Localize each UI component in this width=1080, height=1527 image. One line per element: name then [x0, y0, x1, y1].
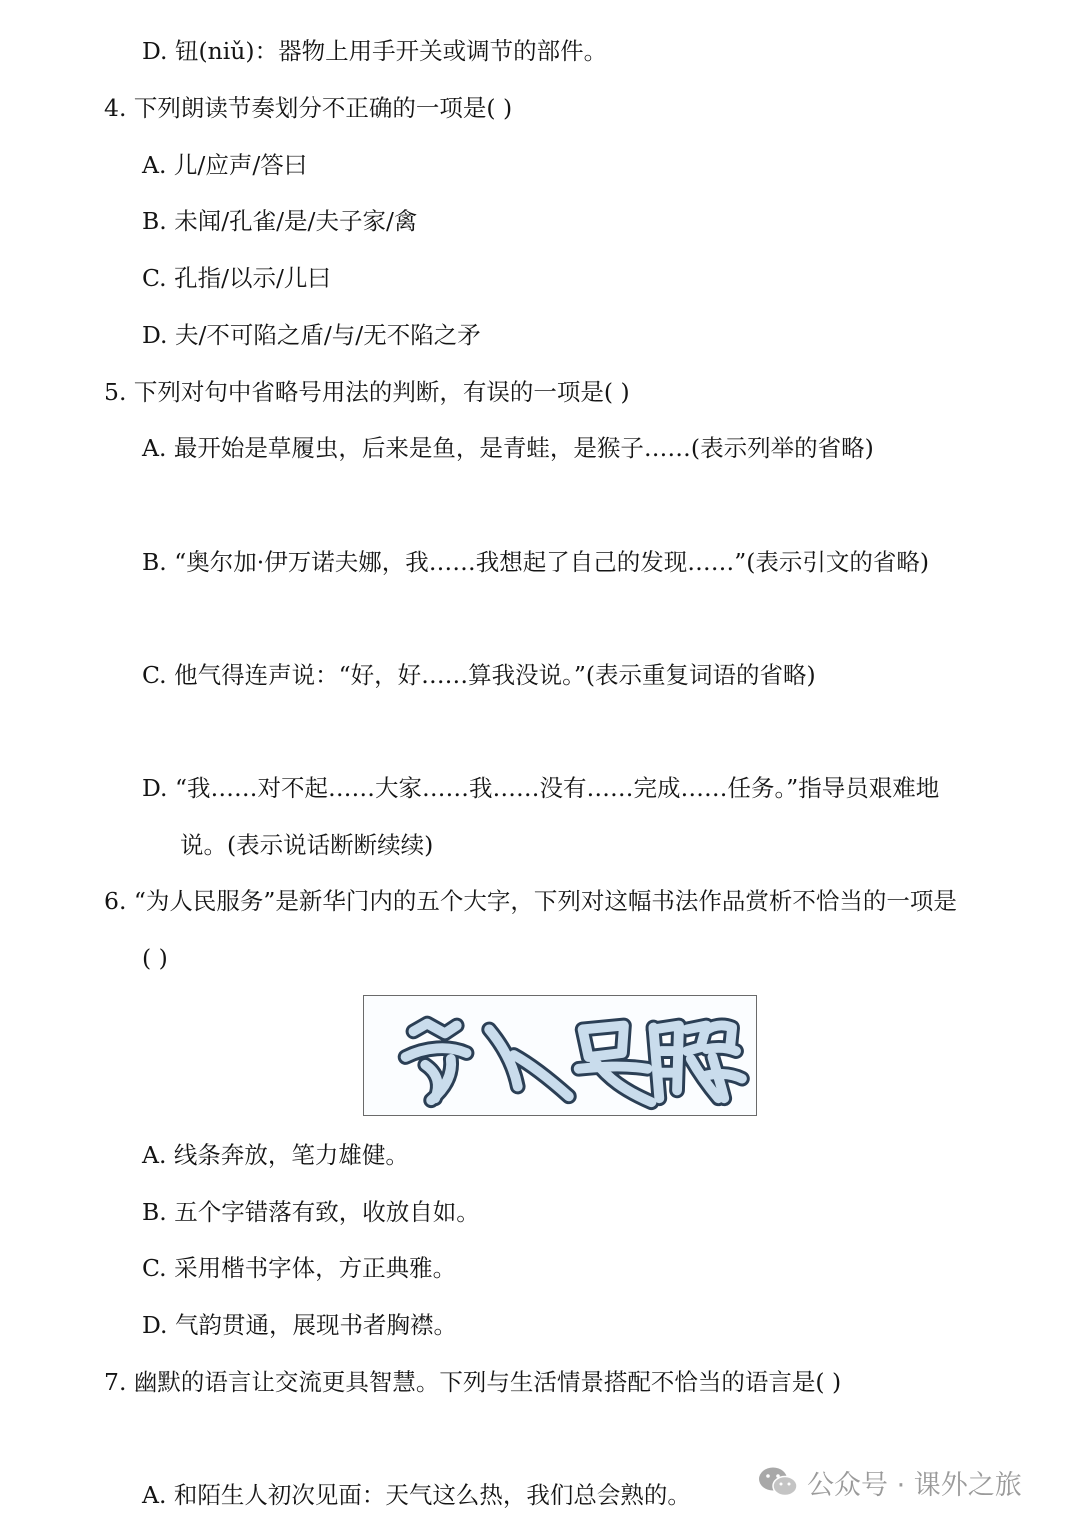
- option-line: B. 五个字错落有致，收放自如。: [142, 1198, 480, 1226]
- option-line: A. 线条奔放，笔力雄健。: [142, 1141, 409, 1169]
- watermark: [757, 1462, 1022, 1502]
- question-stem: 6. “为人民服务”是新华门内的五个大字，下列对这幅书法作品赏析不恰当的一项是: [104, 887, 957, 915]
- option-line: D. 钮(niǔ)：器物上用手开关或调节的部件。: [142, 37, 608, 65]
- option-line: A. 最开始是草履虫，后来是鱼，是青蛙，是猴子……(表示列举的省略): [142, 434, 874, 462]
- question-stem: 5. 下列对句中省略号用法的判断，有误的一项是( ): [104, 378, 630, 406]
- option-continuation: 说。(表示说话断断续续): [180, 831, 434, 859]
- option-line: ( ): [142, 944, 168, 972]
- option-line: D. “我……对不起……大家……我……没有……完成……任务。”指导员艰难地: [142, 774, 940, 802]
- calligraphy-artwork: [364, 996, 756, 1115]
- watermark-text: 公众号 · 课外之旅: [807, 1469, 1022, 1501]
- option-line: B. 未闻/孔雀/是/夫子家/禽: [142, 207, 418, 235]
- question-stem: 7. 幽默的语言让交流更具智慧。下列与生活情景搭配不恰当的语言是( ): [104, 1368, 842, 1396]
- option-line: C. 他气得连声说：“好，好……算我没说。”(表示重复词语的省略): [142, 661, 816, 689]
- option-line: A. 儿/应声/答曰: [142, 151, 308, 179]
- option-line: C. 孔指/以示/儿曰: [142, 264, 331, 292]
- option-line: D. 气韵贯通，展现书者胸襟。: [142, 1311, 457, 1339]
- option-line: A. 和陌生人初次见面：天气这么热，我们总会熟的。: [142, 1481, 691, 1509]
- option-line: D. 夫/不可陷之盾/与/无不陷之矛: [142, 321, 481, 349]
- option-line: C. 采用楷书字体，方正典雅。: [142, 1254, 457, 1282]
- calligraphy-image: [363, 995, 757, 1116]
- question-stem: 4. 下列朗读节奏划分不正确的一项是( ): [104, 94, 513, 122]
- option-line: B. “奥尔加·伊万诺夫娜，我……我想起了自己的发现……”(表示引文的省略): [142, 548, 930, 576]
- wechat-official-account-icon: [757, 1464, 799, 1500]
